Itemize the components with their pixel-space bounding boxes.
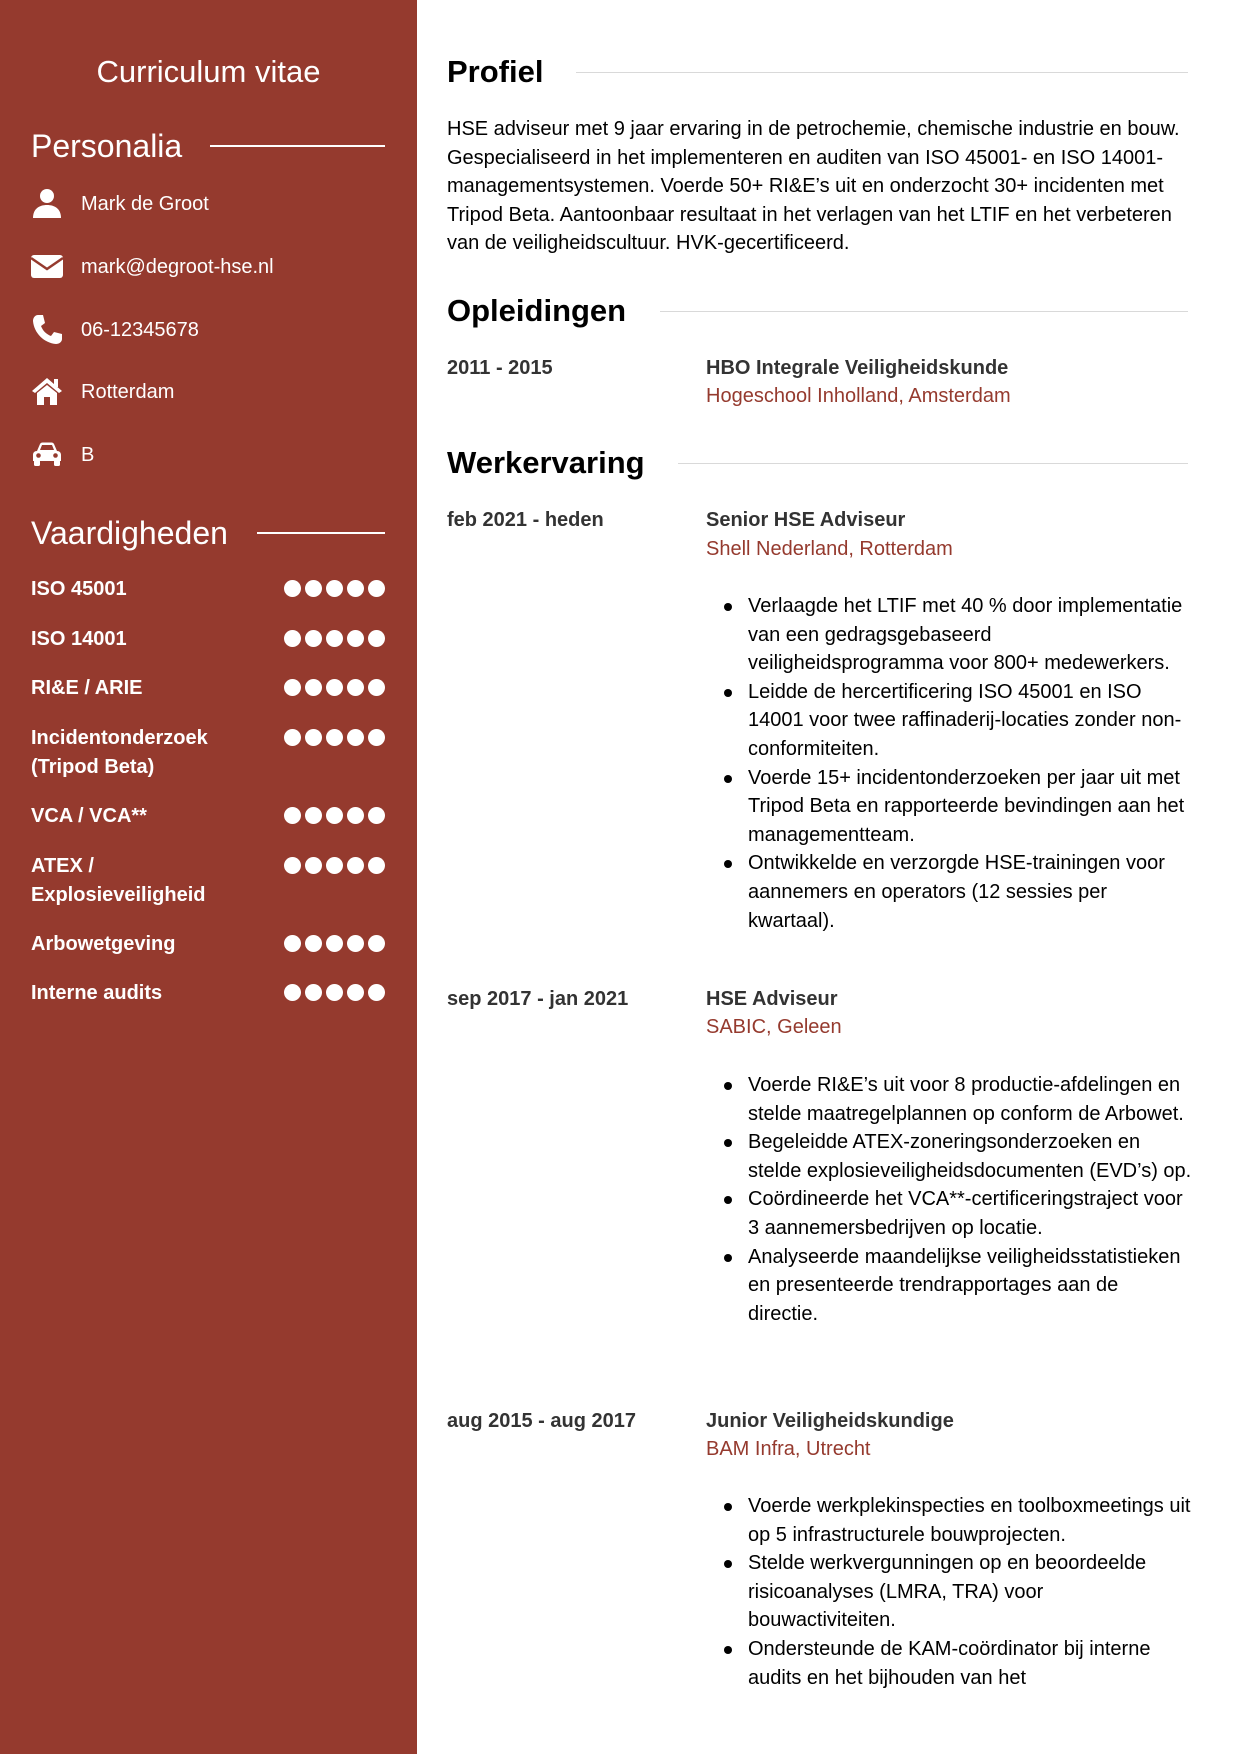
rating-dot [305, 984, 322, 1001]
list-item: Verlaagde het LTIF met 40 % door implementatie van een gedragsgebaseerd veiligheidsprogramma voor 800+ medewerkers. [706, 592, 1192, 678]
experience-rule [678, 463, 1188, 464]
list-item: Analyseerde maandelijkse veiligheidsstatistieken en presenteerde trendrapportages aan de directie. [706, 1243, 1192, 1329]
rating-dot [284, 679, 301, 696]
rating-dot [347, 580, 364, 597]
job-title: Junior Veiligheidskundige [706, 1410, 954, 1432]
skill-row [31, 724, 385, 782]
rating-dot [284, 580, 301, 597]
rating-dot [305, 807, 322, 824]
skill-name: Arbowetgeving [31, 933, 176, 955]
job-bullets [706, 1071, 1192, 1328]
job-title: Senior HSE Adviseur [706, 509, 906, 531]
personalia-rule [210, 145, 385, 147]
skill-name: ISO 14001 [31, 628, 127, 650]
personalia-phone-text: 06-12345678 [81, 319, 199, 341]
rating-dot [347, 679, 364, 696]
rating-dot [305, 679, 322, 696]
rating-dot [305, 580, 322, 597]
education-title: HBO Integrale Veiligheidskunde [706, 357, 1009, 379]
skill-name: Interne audits [31, 982, 163, 1004]
education-org: Hogeschool Inholland, Amsterdam [706, 385, 1011, 407]
list-item: Stelde werkvergunningen op en beoordeelde risicoanalyses (LMRA, TRA) voor bouwactiviteiten. [706, 1549, 1192, 1635]
rating-dot [368, 857, 385, 874]
rating-dot [368, 630, 385, 647]
personalia-heading: Personalia [31, 128, 183, 164]
cv-title: Curriculum vitae [96, 54, 321, 89]
rating-dot [347, 807, 364, 824]
skills-heading: Vaardigheden [31, 515, 228, 551]
home-icon [31, 375, 63, 407]
job-period: feb 2021 - heden [447, 509, 604, 531]
rating-dot [347, 857, 364, 874]
profile-heading: Profiel [447, 54, 544, 89]
list-item: Ondersteunde de KAM-coördinator bij interne audits en het bijhouden van het [706, 1635, 1192, 1692]
skill-rating [280, 729, 385, 747]
job-org: BAM Infra, Utrecht [706, 1438, 871, 1460]
skill-row [31, 674, 385, 703]
skill-row [31, 575, 385, 604]
skill-name: Incidentonderzoek (Tripod Beta) [31, 727, 208, 778]
rating-dot [368, 729, 385, 746]
rating-dot [368, 580, 385, 597]
rating-dot [326, 630, 343, 647]
skill-rating [280, 580, 385, 598]
envelope-icon [31, 250, 63, 282]
rating-dot [284, 807, 301, 824]
skill-rating [280, 857, 385, 875]
rating-dot [368, 807, 385, 824]
job-org: SABIC, Geleen [706, 1016, 842, 1038]
sidebar [0, 0, 417, 1754]
rating-dot [347, 935, 364, 952]
rating-dot [305, 935, 322, 952]
rating-dot [326, 679, 343, 696]
skill-name: ISO 45001 [31, 578, 127, 600]
personalia-license-text: B [81, 444, 95, 466]
rating-dot [284, 630, 301, 647]
car-icon [31, 438, 63, 470]
skill-name: VCA / VCA** [31, 805, 147, 827]
skill-row [31, 625, 385, 654]
rating-dot [305, 857, 322, 874]
skill-row [31, 930, 385, 959]
skill-rating [280, 935, 385, 953]
rating-dot [284, 984, 301, 1001]
personalia-email-text: mark@degroot-hse.nl [81, 256, 274, 278]
job-bullets [706, 592, 1192, 935]
skill-rating [280, 679, 385, 697]
list-item: Begeleidde ATEX-zoneringsonderzoeken en stelde explosieveiligheidsdocumenten (EVD’s) op. [706, 1128, 1192, 1185]
education-rule [660, 311, 1188, 312]
rating-dot [347, 984, 364, 1001]
rating-dot [368, 935, 385, 952]
list-item: Voerde werkplekinspecties en toolboxmeetings uit op 5 infrastructurele bouwprojecten. [706, 1492, 1192, 1549]
job-period: sep 2017 - jan 2021 [447, 988, 629, 1010]
rating-dot [326, 984, 343, 1001]
skill-name: RI&E / ARIE [31, 677, 143, 699]
rating-dot [326, 857, 343, 874]
list-item: Voerde 15+ incidentonderzoeken per jaar uit met Tripod Beta en rapporteerde bevindingen aan het managementteam. [706, 764, 1192, 850]
skill-rating [280, 984, 385, 1002]
rating-dot [284, 935, 301, 952]
rating-dot [326, 580, 343, 597]
rating-dot [326, 729, 343, 746]
skill-rating [280, 630, 385, 648]
rating-dot [305, 729, 322, 746]
education-heading: Opleidingen [447, 293, 627, 328]
rating-dot [284, 729, 301, 746]
rating-dot [326, 935, 343, 952]
rating-dot [347, 729, 364, 746]
list-item: Voerde RI&E’s uit voor 8 productie-afdelingen en stelde maatregelplannen op conform de Arbowet. [706, 1071, 1192, 1128]
skill-name: ATEX / Explosieveiligheid [31, 855, 206, 906]
profile-text: HSE adviseur met 9 jaar ervaring in de petrochemie, chemische industrie en bouw. Gespecialiseerd in het implementeren en auditen van ISO 45001- en ISO 14001-managementsystemen. Voerde 50+ RI&E’s uit en onderzocht 30+ incidenten met Tripod Beta. Aantoonbaar resultaat in het verlagen van het LTIF en het verbeteren van de veiligheidscultuur. HVK-gecertificeerd. [447, 118, 1180, 255]
rating-dot [326, 807, 343, 824]
list-item: Leidde de hercertificering ISO 45001 en ISO 14001 voor twee raffinaderij-locaties zonder non-conformiteiten. [706, 678, 1192, 764]
job-org: Shell Nederland, Rotterdam [706, 538, 953, 560]
skill-row [31, 802, 385, 831]
job-title: HSE Adviseur [706, 988, 838, 1010]
profile-rule [576, 72, 1188, 73]
skill-row [31, 979, 385, 1008]
experience-heading: Werkervaring [447, 445, 645, 480]
skill-rating [280, 807, 385, 825]
skill-row [31, 852, 385, 910]
rating-dot [368, 679, 385, 696]
job-period: aug 2015 - aug 2017 [447, 1410, 636, 1432]
personalia-city-text: Rotterdam [81, 381, 175, 403]
rating-dot [368, 984, 385, 1001]
list-item: Coördineerde het VCA**-certificeringstraject voor 3 aannemersbedrijven op locatie. [706, 1185, 1192, 1242]
phone-icon [31, 313, 63, 345]
job-bullets [706, 1492, 1192, 1692]
rating-dot [305, 630, 322, 647]
rating-dot [347, 630, 364, 647]
personalia-name-text: Mark de Groot [81, 193, 209, 215]
user-icon [31, 187, 63, 219]
rating-dot [284, 857, 301, 874]
list-item: Ontwikkelde en verzorgde HSE-trainingen voor aannemers en operators (12 sessies per kwartaal). [706, 849, 1192, 935]
education-period: 2011 - 2015 [447, 357, 553, 379]
skills-rule [257, 532, 385, 534]
